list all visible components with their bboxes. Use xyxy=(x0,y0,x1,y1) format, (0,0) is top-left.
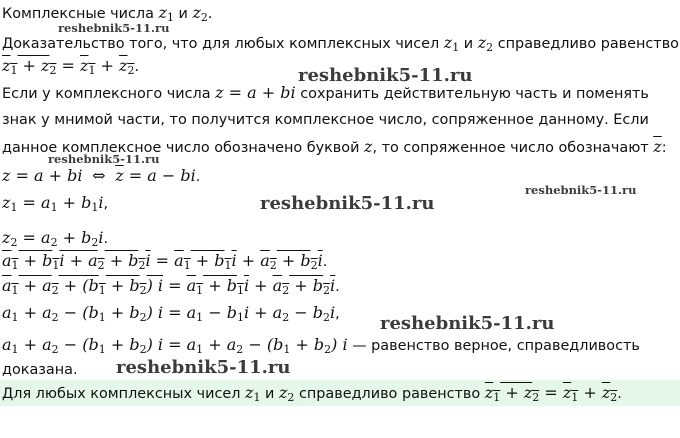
para-line-1: Если у комплексного числа z = a + bi сохранить действительную часть и поменять xyxy=(2,83,649,102)
and-word: и xyxy=(265,386,275,402)
watermark: reshebnik5-11.ru xyxy=(58,21,170,35)
para3-text: данное комплексное число обозначено буквой xyxy=(2,140,360,156)
para1-text: Если у комплексного числа xyxy=(2,86,211,102)
and-word: и xyxy=(178,6,188,22)
formula-z-def: z xyxy=(215,83,224,102)
watermark: reshebnik5-11.ru xyxy=(298,65,473,86)
formula-z1: $z_1$ xyxy=(443,33,460,54)
conclusion-line: Для любых комплексных чисел $z_1$ и $z_2$ справедливо равенство $z_1 + z_2 = z_1 + z_2$. xyxy=(0,380,680,406)
step-equation-2: $a_1 + a_2 + (b_1 + b_2) i = a_1 + b_1i + a_2 + b_2i$. xyxy=(2,276,340,297)
step-equation-1: $a_1 + b_1i + a_2 + b_2i = a_1 + b_1i + a_2 + b_2i$. xyxy=(2,251,328,272)
and-word: и xyxy=(463,36,474,52)
conclusion-text: Для любых комплексных чисел xyxy=(2,386,241,402)
title-text: Комплексные числа xyxy=(2,6,154,22)
watermark: reshebnik5-11.ru xyxy=(48,152,160,166)
para2-text: знак у мнимой части, то получится комплексное число, сопряженное данному. Если xyxy=(2,112,649,128)
holds-text: справедливо равенство xyxy=(298,386,481,402)
watermark: reshebnik5-11.ru xyxy=(260,193,435,214)
definition-equation: z = a + bi ⇔ $\overline{z} = a$ − bi. xyxy=(2,166,201,185)
proved-text: доказана. xyxy=(2,362,78,378)
z1-equation: $z_1 = a_1 + b_1i$, xyxy=(2,193,109,214)
para-line-3: данное комплексное число обозначено буквой z, то сопряженное число обозначают $\overline{z}$: xyxy=(2,137,667,156)
step-equation-4: $a_1 + a_2 - (b_1 + b_2) i = a_1 + a_2 - (b_1 + b_2)$ i — равенство верное, справедливость xyxy=(2,335,640,356)
para3b-text: , то сопряженное число обозначают xyxy=(372,140,649,156)
watermark: reshebnik5-11.ru xyxy=(525,183,637,197)
para1b-text: сохранить действительную часть и поменять xyxy=(300,86,649,102)
formula-z2: $z_2$ xyxy=(192,3,208,24)
z2-equation: $z_2 = a_2 + b_2i$. xyxy=(2,228,109,249)
watermark: reshebnik5-11.ru xyxy=(380,313,555,334)
proof-intro-line xyxy=(2,33,679,58)
title-line: Комплексные числа $z_1$ и $z_2$. xyxy=(2,3,213,24)
watermark: reshebnik5-11.ru xyxy=(116,357,291,378)
para-line-2 xyxy=(2,110,649,130)
equality-true-text: — равенство верное, справедливость xyxy=(352,338,640,354)
holds-text: справедливо равенство xyxy=(497,36,679,52)
proved-line xyxy=(2,360,78,380)
formula-z2: $z_2$ xyxy=(477,33,494,54)
proof-intro-text: Доказательство того, что для любых комплексных чисел xyxy=(2,36,440,52)
step-equation-3: $a_1 + a_2 - (b_1 + b_2) i = a_1 - b_1i + a_2 - b_2i$, xyxy=(2,303,340,324)
conjugate-sum-equation: $z_1 + z_2 = z_1 + z_2$. xyxy=(2,56,140,77)
formula-z1: $z_1$ xyxy=(158,3,174,24)
